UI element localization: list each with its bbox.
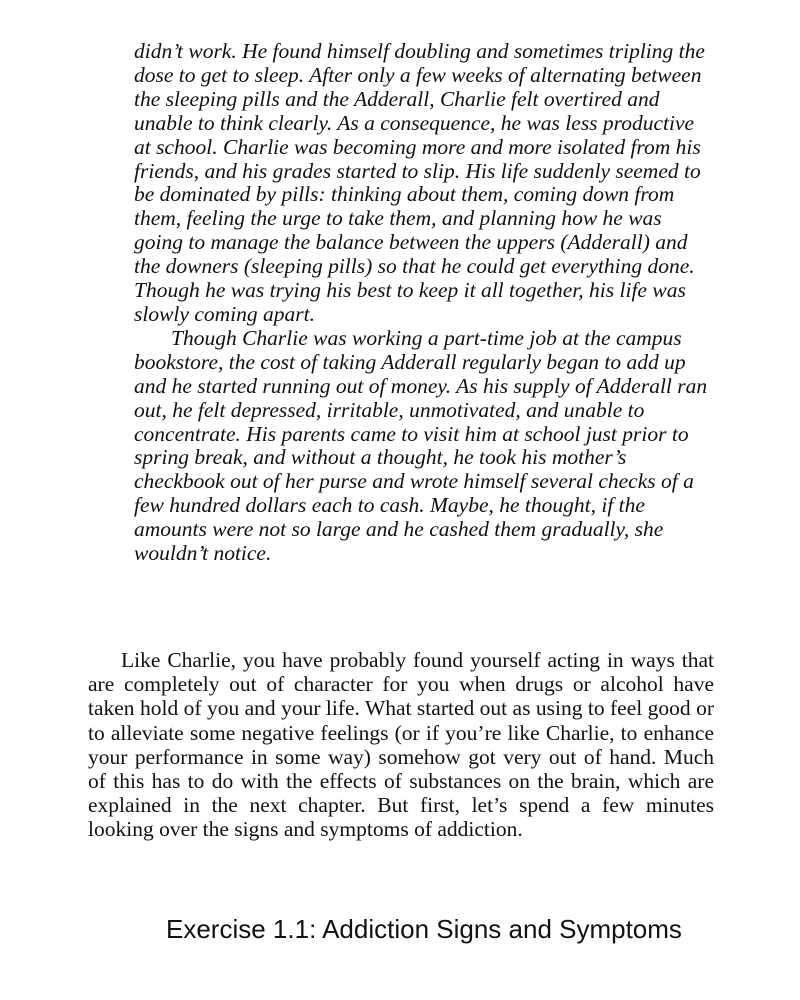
case-example-block [134, 40, 714, 566]
case-example-paragraph: didn’t work. He found himself doubling and sometimes tripling the dose to get to sleep. After only a few weeks of alternating between the sleeping pills and the Adderall, Charlie felt overtired and unable to think clearly. As a consequence, he was less productive at school. Charlie was becoming more and more isolated from his friends, and his grades started to slip. His life suddenly seemed to be dominated by pills: thinking about them, coming down from them, feeling the urge to take them, and planning how he was going to manage the balance between the uppers (Adderall) and the downers (sleeping pills) so that he could get everything done. Though he was trying his best to keep it all together, his life was slowly coming apart. [134, 39, 705, 326]
body-text [88, 648, 714, 842]
exercise-heading: Exercise 1.1: Addiction Signs and Symptoms [166, 914, 682, 944]
case-example-paragraph: Though Charlie was working a part-time job at the campus bookstore, the cost of taking Adderall regularly began to add up and he started running out of money. As his supply of Adderall ran out, he felt depressed, irritable, unmotivated, and unable to concentrate. His parents came to visit him at school just prior to spring break, and without a thought, he took his mother’s checkbook out of her purse and wrote himself several checks of a few hundred dollars each to cash. Maybe, he thought, if the amounts were not so large and he cashed them gradually, she wouldn’t notice. [134, 325, 708, 566]
body-paragraph: Like Charlie, you have probably found yourself acting in ways that are completely out of character for you when drugs or alcohol have taken hold of you and your life. What started out as using to feel good or to alleviate some negative feelings (or if you’re like Charlie, to enhance your performance in some way) somehow got very out of hand. Much of this has to do with the effects of substances on the brain, which are explained in the next chapter. But first, let’s spend a few minutes looking over the signs and symptoms of addiction. [88, 648, 714, 842]
